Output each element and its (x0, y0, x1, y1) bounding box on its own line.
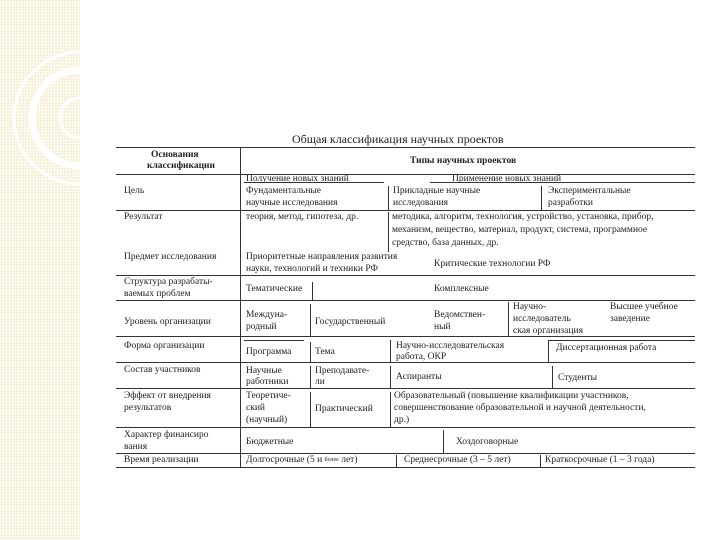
goal-fundamental: Фундаментальные (246, 186, 322, 196)
goal-apply-knowledge: Применение новых знаний (452, 174, 562, 184)
duration-long: Долгосрочные (5 и $^{более}$ лет) (246, 455, 358, 465)
result-theory: теория, метод, гипотеза, др. (246, 212, 359, 222)
level-departmental: Ведомствен- (434, 310, 486, 320)
participants-teachers: Преподавате- (315, 366, 370, 376)
funding-contract: Хоздоговорные (456, 437, 519, 447)
effect-educational: др.) (394, 415, 410, 425)
header-basis: Основания (151, 150, 199, 160)
participants-scientists: Научные (246, 366, 282, 376)
header-types: Типы научных проектов (410, 156, 517, 166)
level-research-org: ская организация (513, 326, 583, 336)
result-methods: механизм, вещество, материал, продукт, система, программное (392, 225, 648, 235)
subject-critical: Критические технологии РФ (434, 259, 551, 269)
form-rnd: работа, ОКР (396, 352, 447, 362)
page-title: Общая классификация научных проектов (292, 132, 504, 146)
effect-theoretical: (научный) (246, 415, 288, 425)
row-label-effect: результатов (124, 403, 172, 413)
result-methods: методика, алгоритм, технология, устройство, установка, прибор, (392, 212, 654, 222)
row-label-participants: Состав участников (124, 365, 201, 375)
effect-educational: Образовательный (повышение квалификации участников, (394, 391, 629, 401)
participants-students: Студенты (558, 373, 598, 383)
level-departmental: ный (434, 322, 451, 332)
level-research-org: исследователь (513, 314, 571, 324)
row-label-funding: Характер финансиро (124, 430, 209, 440)
participants-scientists: работники (246, 377, 289, 387)
row-label-result: Результат (124, 212, 163, 222)
duration-medium: Среднесрочные (3 – 5 лет) (404, 455, 511, 465)
goal-experimental: разработки (548, 198, 593, 208)
row-label-goal: Цель (124, 186, 145, 196)
row-label-structure: ваемых проблем (124, 289, 191, 299)
row-label-structure: Структура разрабаты- (124, 277, 213, 287)
row-label-level: Уровень организации (124, 317, 211, 327)
effect-educational: совершенствование образовательной и научной деятельности, (394, 403, 646, 413)
goal-experimental: Экспериментальные (548, 186, 631, 196)
row-label-form: Форма организации (124, 341, 205, 351)
goal-new-knowledge: Получение новых знаний (246, 174, 349, 184)
row-label-funding: вания (124, 442, 148, 452)
structure-complex: Комплексные (434, 284, 489, 294)
goal-applied: исследования (393, 198, 449, 208)
row-label-subject: Предмет исследования (124, 252, 217, 262)
level-university: Высшее учебное (610, 302, 678, 312)
effect-practical: Практический (315, 404, 373, 414)
subject-priority: науки, технологий и техники РФ (246, 264, 378, 274)
participants-postgrads: Аспиранты (396, 372, 442, 382)
form-topic: Тема (315, 347, 335, 357)
effect-theoretical: Теоретиче- (246, 391, 291, 401)
goal-fundamental: научные исследования (246, 198, 338, 208)
level-university: заведение (610, 314, 650, 324)
form-program: Программа (246, 347, 292, 357)
result-methods: средство, база данных, др. (392, 238, 499, 248)
header-basis: классификации (147, 161, 216, 171)
funding-budget: Бюджетные (246, 437, 294, 447)
level-international: родный (246, 322, 277, 332)
participants-teachers: ли (315, 377, 325, 387)
form-rnd: Научно-исследовательская (396, 341, 505, 351)
effect-theoretical: ский (246, 403, 265, 413)
form-dissertation: Диссертационная работа (556, 343, 657, 353)
structure-thematic: Тематические (246, 284, 303, 294)
level-international: Междуна- (246, 310, 288, 320)
duration-short: Краткосрочные (1 – 3 года) (545, 455, 655, 465)
goal-applied: Прикладные научные (393, 186, 481, 196)
row-label-effect: Эффект от внедрения (124, 391, 211, 401)
level-research-org: Научно- (513, 302, 547, 312)
subject-priority: Приоритетные направления развития (246, 252, 398, 262)
level-state: Государственный (315, 317, 386, 327)
row-label-duration: Время реализации (124, 455, 199, 465)
